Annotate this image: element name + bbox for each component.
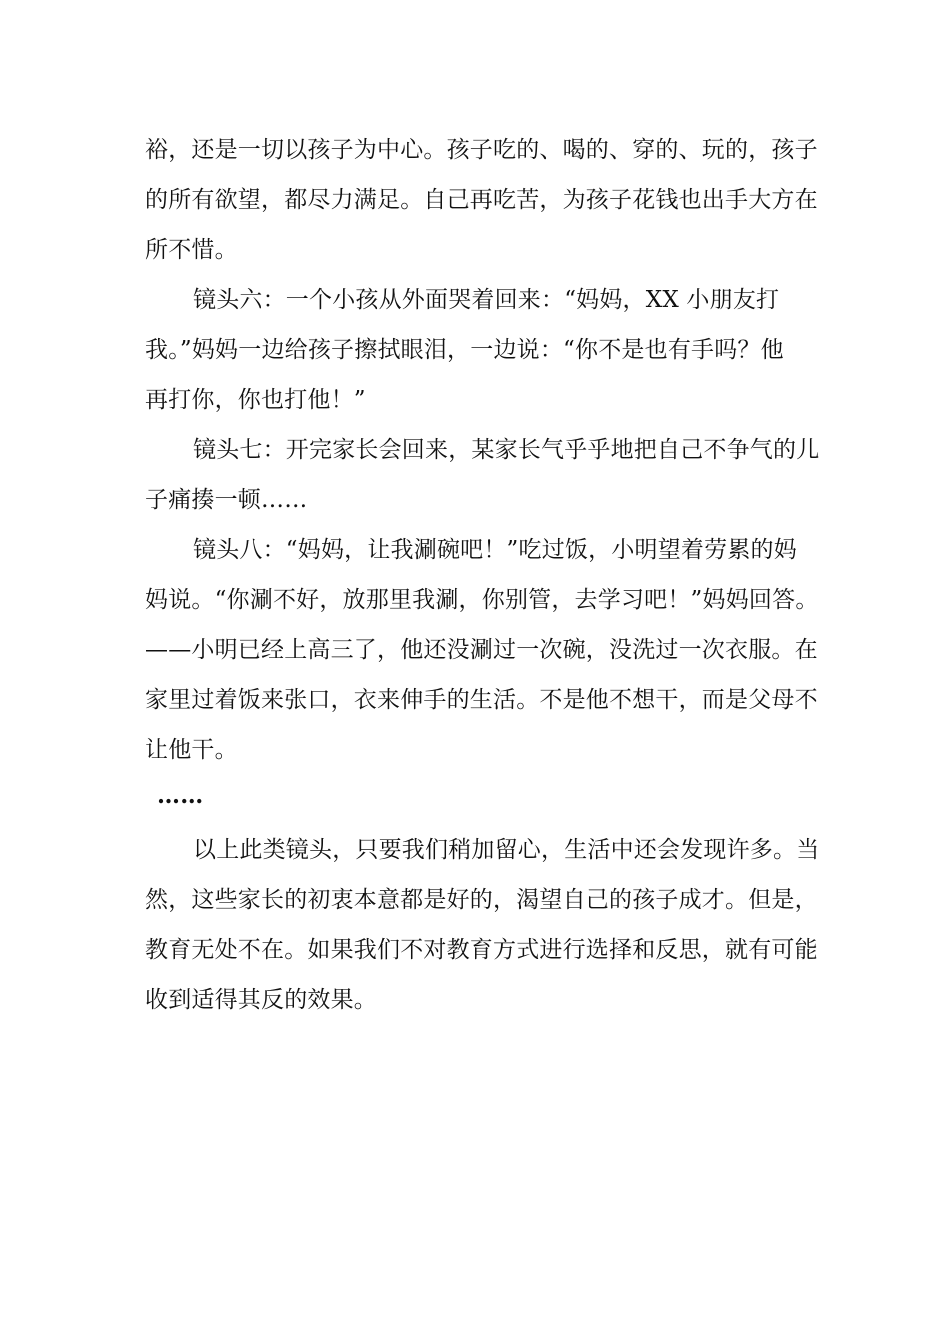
text-line: 教育无处不在。如果我们不对教育方式进行选择和反思，就有可能	[145, 937, 818, 963]
text-line: 收到适得其反的效果。	[145, 987, 377, 1013]
text-line: 的所有欲望，都尽力满足。自己再吃苦，为孩子花钱也出手大方在	[145, 187, 818, 213]
text-line: 家里过着饭来张口，衣来伸手的生活。不是他不想干，而是父母不	[145, 687, 818, 713]
text-line: 妈说。“你涮不好，放那里我涮，你别管，去学习吧！”妈妈回答。	[145, 587, 819, 613]
text-line: 子痛揍一顿……	[145, 487, 308, 513]
text-line: 然，这些家长的初衷本意都是好的，渴望自己的孩子成才。但是，	[145, 887, 818, 913]
text-line: 裕，还是一切以孩子为中心。孩子吃的、喝的、穿的、玩的，孩子	[145, 137, 818, 163]
text-line: 镜头六：一个小孩从外面哭着回来：“妈妈，XX 小朋友打	[193, 287, 780, 313]
text-line: 所不惜。	[145, 237, 238, 263]
text-line: 再打你，你也打他！”	[145, 387, 366, 413]
text-line: 镜头七：开完家长会回来，某家长气乎乎地把自己不争气的儿	[193, 437, 820, 463]
text-line: 让他干。	[145, 737, 238, 763]
ellipsis-line: ……	[157, 782, 204, 809]
text-line: 镜头八：“妈妈，让我涮碗吧！”吃过饭，小明望着劳累的妈	[193, 537, 797, 563]
text-line: 以上此类镜头，只要我们稍加留心，生活中还会发现许多。当	[193, 837, 820, 863]
text-line: 我。”妈妈一边给孩子擦拭眼泪，一边说：“你不是也有手吗？他	[145, 337, 784, 363]
text-line: ——小明已经上高三了，他还没涮过一次碗，没洗过一次衣服。在	[145, 637, 818, 663]
